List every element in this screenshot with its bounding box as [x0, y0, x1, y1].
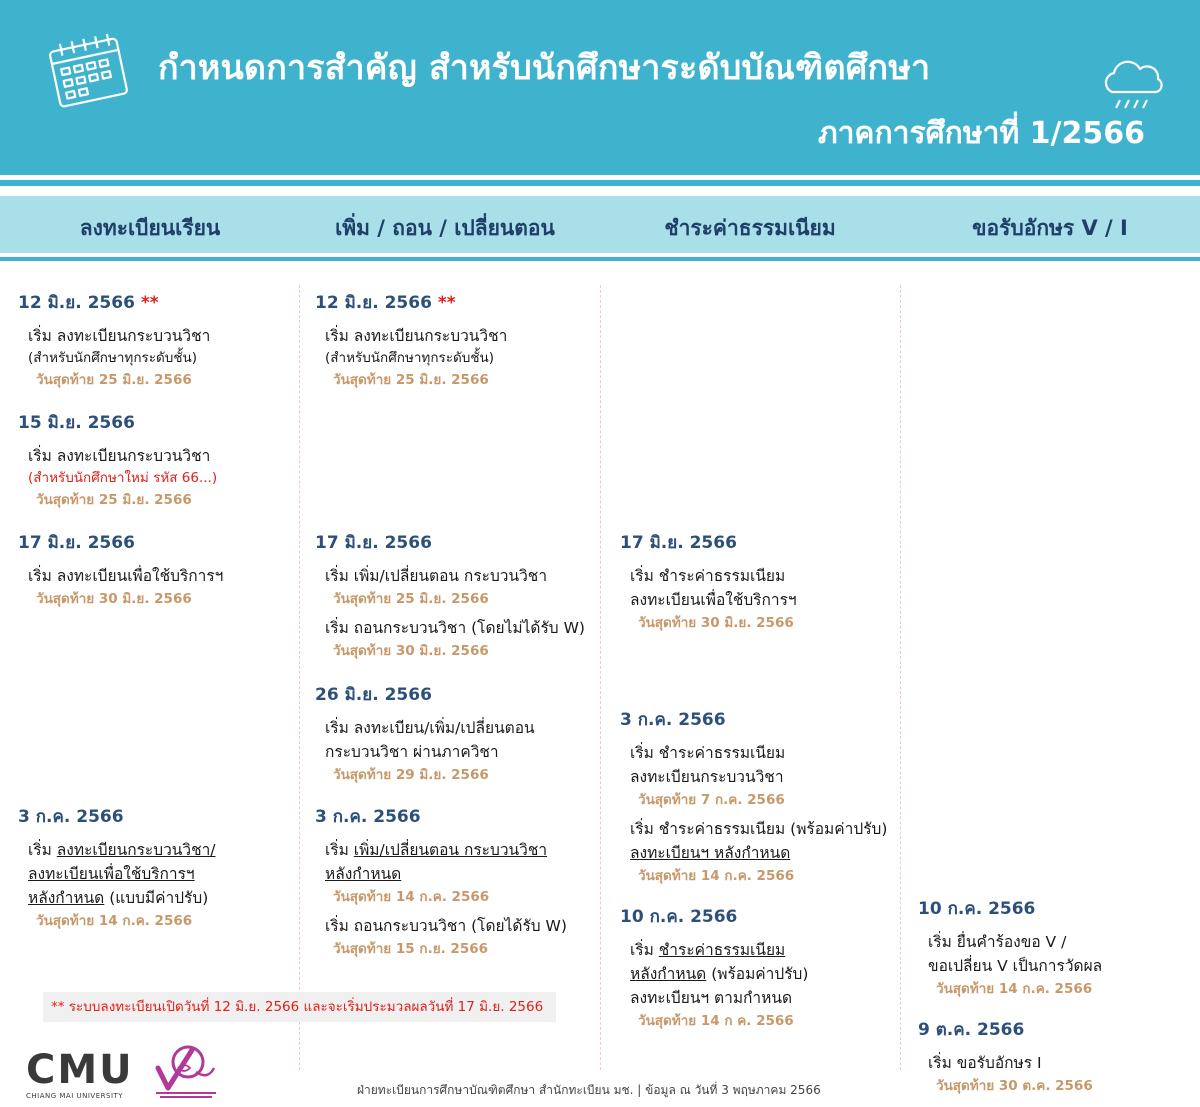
event-date: 15 มิ.ย. 2566: [18, 413, 135, 433]
event-text: เริ่ม ลงทะเบียนกระบวนวิชา/: [28, 841, 216, 859]
event-item: [18, 409, 218, 511]
column-header-v-i: ขอรับอักษร V / I: [972, 216, 1128, 240]
event-text: เริ่ม เพิ่ม/เปลี่ยนตอน กระบวนวิชา: [325, 567, 548, 585]
event-text: (สำหรับนักศึกษาทุกระดับชั้น): [325, 350, 495, 366]
deadline-text: วันสุดท้าย 7 ก.ค. 2566: [638, 792, 785, 808]
event-date: 17 มิ.ย. 2566: [315, 533, 432, 553]
event-text: เริ่ม ลงทะเบียน/เพิ่ม/เปลี่ยนตอน: [325, 719, 535, 737]
cmu-logo-subtext: CHIANG MAI UNIVERSITY: [26, 1092, 124, 1100]
deadline-text: วันสุดท้าย 30 มิ.ย. 2566: [36, 591, 192, 607]
event-text: หลังกำหนด: [325, 865, 402, 883]
event-text: ลงทะเบียนเพื่อใช้บริการฯ: [28, 865, 195, 883]
event-text: เริ่ม ถอนกระบวนวิชา (โดยไม่ได้รับ W): [325, 619, 585, 637]
deadline-text: วันสุดท้าย 30 มิ.ย. 2566: [638, 615, 794, 631]
event-text: เริ่ม ยื่นคำร้องขอ V /: [928, 933, 1067, 951]
page-subtitle: ภาคการศึกษาที่ 1/2566: [817, 116, 1145, 151]
event-item: [315, 803, 567, 960]
event-text: เริ่ม ลงทะเบียนกระบวนวิชา: [28, 327, 211, 345]
event-date: 9 ต.ค. 2566: [918, 1020, 1025, 1040]
event-item: [315, 681, 535, 786]
event-text: กระบวนวิชา ผ่านภาควิชา: [325, 743, 499, 761]
deadline-text: วันสุดท้าย 25 มิ.ย. 2566: [333, 372, 489, 388]
deadline-text: วันสุดท้าย 30 มิ.ย. 2566: [333, 643, 489, 659]
deadline-text: วันสุดท้าย 14 ก ค. 2566: [638, 1013, 794, 1029]
cmu-logo: [26, 1047, 136, 1100]
deadline-text: วันสุดท้าย 15 ก.ย. 2566: [333, 941, 489, 957]
column-header-fees: ชำระค่าธรรมเนียม: [664, 216, 836, 240]
event-text: เริ่ม ลงทะเบียนกระบวนวิชา: [28, 447, 211, 465]
event-text: เริ่ม เพิ่ม/เปลี่ยนตอน กระบวนวิชา: [325, 841, 548, 859]
event-text: เริ่ม ลงทะเบียนเพื่อใช้บริการฯ: [28, 567, 224, 585]
deadline-text: วันสุดท้าย 30 ต.ค. 2566: [936, 1078, 1093, 1094]
event-date: 3 ก.ค. 2566: [620, 710, 726, 730]
event-text: หลังกำหนด (พร้อมค่าปรับ): [630, 965, 809, 983]
event-item: [18, 529, 224, 610]
column-divider: [299, 285, 300, 1070]
event-date: 26 มิ.ย. 2566: [315, 685, 432, 705]
event-text: ลงทะเบียนฯ ตามกำหนด: [630, 989, 793, 1007]
event-item: [315, 529, 585, 662]
column-divider: [600, 285, 601, 1070]
event-text: เริ่ม ชำระค่าธรรมเนียม: [630, 744, 786, 762]
event-date: 17 มิ.ย. 2566: [18, 533, 135, 553]
rain-cloud-icon: [1098, 58, 1168, 113]
divider: [0, 180, 1200, 186]
deadline-text: วันสุดท้าย 29 มิ.ย. 2566: [333, 767, 489, 783]
event-text: ลงทะเบียนกระบวนวิชา: [630, 768, 784, 786]
deadline-text: วันสุดท้าย 25 มิ.ย. 2566: [36, 492, 192, 508]
column-header-add-drop: เพิ่ม / ถอน / เปลี่ยนตอน: [335, 216, 555, 240]
event-text: เริ่ม ชำระค่าธรรมเนียม: [630, 567, 786, 585]
calendar-icon: [46, 30, 136, 110]
event-item: [620, 903, 809, 1032]
deadline-text: วันสุดท้าย 14 ก.ค. 2566: [638, 868, 795, 884]
event-item: [315, 289, 508, 391]
deadline-text: วันสุดท้าย 25 มิ.ย. 2566: [333, 591, 489, 607]
event-text: ลงทะเบียนเพื่อใช้บริการฯ: [630, 591, 797, 609]
event-item: [18, 289, 211, 391]
column-header-register: ลงทะเบียนเรียน: [79, 216, 221, 240]
event-item: [918, 895, 1103, 1000]
page-title: กำหนดการสำคัญ สำหรับนักศึกษาระดับบัณฑิตศึกษา: [158, 48, 931, 88]
event-text: ลงทะเบียนฯ หลังกำหนด: [630, 844, 791, 862]
column-divider: [900, 285, 901, 1070]
event-text: เริ่ม ชำระค่าธรรมเนียม (พร้อมค่าปรับ): [630, 820, 888, 838]
event-item: [18, 803, 216, 932]
event-item: [918, 1016, 1093, 1097]
registration-office-logo: [148, 1038, 224, 1100]
event-text: เริ่ม ขอรับอักษร I: [928, 1054, 1042, 1072]
event-text: (สำหรับนักศึกษาทุกระดับชั้น): [28, 350, 198, 366]
event-date: 3 ก.ค. 2566: [315, 807, 421, 827]
event-date: 12 มิ.ย. 2566 **: [315, 293, 456, 313]
deadline-text: วันสุดท้าย 14 ก.ค. 2566: [333, 889, 490, 905]
cmu-logo-text: CMU: [26, 1047, 134, 1093]
event-date: 17 มิ.ย. 2566: [620, 533, 737, 553]
event-date: 10 ก.ค. 2566: [620, 907, 738, 927]
event-item: [620, 706, 888, 887]
event-date: 12 มิ.ย. 2566 **: [18, 293, 159, 313]
event-text: เริ่ม ลงทะเบียนกระบวนวิชา: [325, 327, 508, 345]
event-text: ขอเปลี่ยน V เป็นการวัดผล: [928, 957, 1103, 975]
footer-text: ฝ่ายทะเบียนการศึกษาบัณฑิตศึกษา สำนักทะเบียน มช. | ข้อมูล ณ วันที่ 3 พฤษภาคม 2566: [357, 1083, 821, 1097]
deadline-text: วันสุดท้าย 14 ก.ค. 2566: [936, 981, 1093, 997]
event-text: (สำหรับนักศึกษาใหม่ รหัส 66...): [28, 470, 218, 486]
deadline-text: วันสุดท้าย 14 ก.ค. 2566: [36, 913, 193, 929]
event-date: 3 ก.ค. 2566: [18, 807, 124, 827]
event-date: 10 ก.ค. 2566: [918, 899, 1036, 919]
event-item: [620, 529, 797, 634]
divider: [0, 257, 1200, 261]
registration-note: ** ระบบลงทะเบียนเปิดวันที่ 12 มิ.ย. 2566 และจะเริ่มประมวลผลวันที่ 17 มิ.ย. 2566: [43, 992, 556, 1022]
event-text: เริ่ม ชำระค่าธรรมเนียม: [630, 941, 786, 959]
event-text: หลังกำหนด (แบบมีค่าปรับ): [28, 889, 209, 907]
deadline-text: วันสุดท้าย 25 มิ.ย. 2566: [36, 372, 192, 388]
event-text: เริ่ม ถอนกระบวนวิชา (โดยได้รับ W): [325, 917, 567, 935]
header-banner: [0, 0, 1200, 175]
